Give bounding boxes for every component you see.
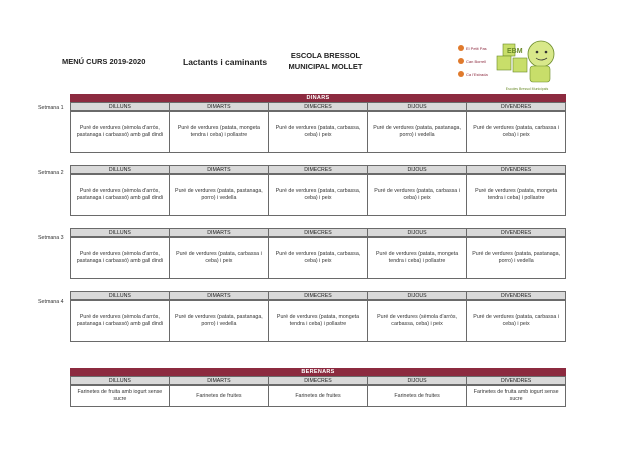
day-header: DIMECRES — [268, 376, 368, 385]
day-header: DIMECRES — [268, 228, 368, 237]
menu-cell: Farinetes de fruites — [268, 385, 368, 407]
day-header: DILLUNS — [70, 102, 170, 111]
day-header: DIMECRES — [268, 102, 368, 111]
school-name-line1: ESCOLA BRESSOL — [290, 51, 361, 60]
menu-cell: Puré de verdures (patata, pastanaga, porro) i vedella — [466, 237, 566, 279]
menu-cell: Puré de verdures (sèmola d'arròs, pastanaga i carbassó) amb gall dindi — [70, 111, 170, 153]
menu-cell: Farinetes de fruites — [367, 385, 467, 407]
day-header: DILLUNS — [70, 291, 170, 300]
menu-cell: Puré de verdures (patata, mongeta tendra i ceba) i pollastre — [169, 111, 269, 153]
menu-cell: Puré de verdures (patata, carbassa, ceba) i peix — [268, 111, 368, 153]
menu-cell: Puré de verdures (sèmola d'arròs, pastanaga i carbassó) amb gall dindi — [70, 174, 170, 216]
menu-cell: Puré de verdures (patata, carbassa i ceba) i peix — [466, 300, 566, 342]
week-4-row — [70, 300, 566, 342]
logo-caption: Escoles Bressol Municipals — [505, 87, 549, 91]
day-header: DIMARTS — [169, 291, 269, 300]
week-2-row — [70, 174, 566, 216]
menu-cell: Puré de verdures (patata, pastanaga, porro) i vedella — [367, 111, 467, 153]
berenars-table — [70, 368, 566, 407]
menu-cell: Puré de verdures (patata, carbassa, ceba) i peix — [268, 174, 368, 216]
day-header: DILLUNS — [70, 165, 170, 174]
menu-cell: Puré de verdures (patata, mongeta tendra i ceba) i pollastre — [268, 300, 368, 342]
day-header-row — [70, 291, 566, 300]
menu-title: MENÚ CURS 2019-2020 — [62, 57, 146, 66]
menu-cell: Puré de verdures (patata, carbassa i ceba) i peix — [466, 111, 566, 153]
day-header-row — [70, 102, 566, 111]
day-header: DIMARTS — [169, 228, 269, 237]
menu-cell: Puré de verdures (patata, pastanaga, porro) i vedella — [169, 174, 269, 216]
menu-cell: Farinetes de fruites — [169, 385, 269, 407]
menu-cell: Farinetes de fruita amb iogurt sense sucre — [70, 385, 170, 407]
menu-cell: Puré de verdures (patata, carbassa i ceba) i peix — [367, 174, 467, 216]
day-header: DILLUNS — [70, 376, 170, 385]
menu-cell: Puré de verdures (patata, mongeta tendra i ceba) i pollastre — [466, 174, 566, 216]
week-1-row — [70, 111, 566, 153]
day-header: DIMARTS — [169, 165, 269, 174]
day-header: DIMARTS — [169, 102, 269, 111]
menu-cell: Puré de verdures (patata, pastanaga, porro) i vedella — [169, 300, 269, 342]
group-title: Lactants i caminants — [183, 57, 268, 67]
day-header-row — [70, 165, 566, 174]
day-header: DIVENDRES — [466, 102, 566, 111]
day-header: DILLUNS — [70, 228, 170, 237]
school-name-line2: MUNICIPAL MOLLET — [288, 62, 363, 71]
day-header: DIMECRES — [268, 291, 368, 300]
berenars-band: BERENARS — [70, 368, 566, 376]
logo-text-1: El Petit Pas — [466, 46, 487, 51]
day-header: DIJOUS — [367, 291, 467, 300]
menu-cell: Puré de verdures (patata, carbassa, ceba) i peix — [268, 237, 368, 279]
day-header: DIVENDRES — [466, 376, 566, 385]
logo-letters: EBM — [507, 48, 523, 55]
school-logo — [455, 36, 565, 94]
school-name — [268, 50, 383, 72]
logo-small-labels — [458, 45, 488, 77]
menu-cell: Puré de verdures (sèmola d'arròs, pastanaga i carbassó) amb gall dindi — [70, 237, 170, 279]
day-header: DIMECRES — [268, 165, 368, 174]
dinars-table — [70, 94, 566, 342]
menu-cell: Farinetes de fruita amb iogurt sense sucre — [466, 385, 566, 407]
logo-mascot-icon — [497, 41, 554, 82]
day-header: DIJOUS — [367, 102, 467, 111]
day-header: DIVENDRES — [466, 291, 566, 300]
menu-cell: Puré de verdures (patata, carbassa i ceba) i peix — [169, 237, 269, 279]
berenars-row — [70, 385, 566, 407]
day-header: DIJOUS — [367, 376, 467, 385]
week-label: Setmana 2 — [38, 170, 64, 176]
day-header: DIVENDRES — [466, 228, 566, 237]
menu-cell: Puré de verdures (sèmola d'arròs, pastanaga i carbassó) amb gall dindi — [70, 300, 170, 342]
week-label: Setmana 1 — [38, 105, 64, 111]
day-header: DIMARTS — [169, 376, 269, 385]
week-label: Setmana 3 — [38, 235, 64, 241]
day-header: DIVENDRES — [466, 165, 566, 174]
day-header: DIJOUS — [367, 228, 467, 237]
menu-cell: Puré de verdures (patata, mongeta tendra i ceba) i pollastre — [367, 237, 467, 279]
week-3-row — [70, 237, 566, 279]
day-header-row — [70, 228, 566, 237]
dinars-band: DINARS — [70, 94, 566, 102]
menu-cell: Puré de verdures (sèmola d'arròs, carbassa, ceba) i peix — [367, 300, 467, 342]
day-header: DIJOUS — [367, 165, 467, 174]
logo-text-2: Can Borrell — [466, 59, 487, 64]
week-label: Setmana 4 — [38, 299, 64, 305]
day-header-row — [70, 376, 566, 385]
logo-text-3: Ca l'Estrada — [466, 72, 488, 77]
